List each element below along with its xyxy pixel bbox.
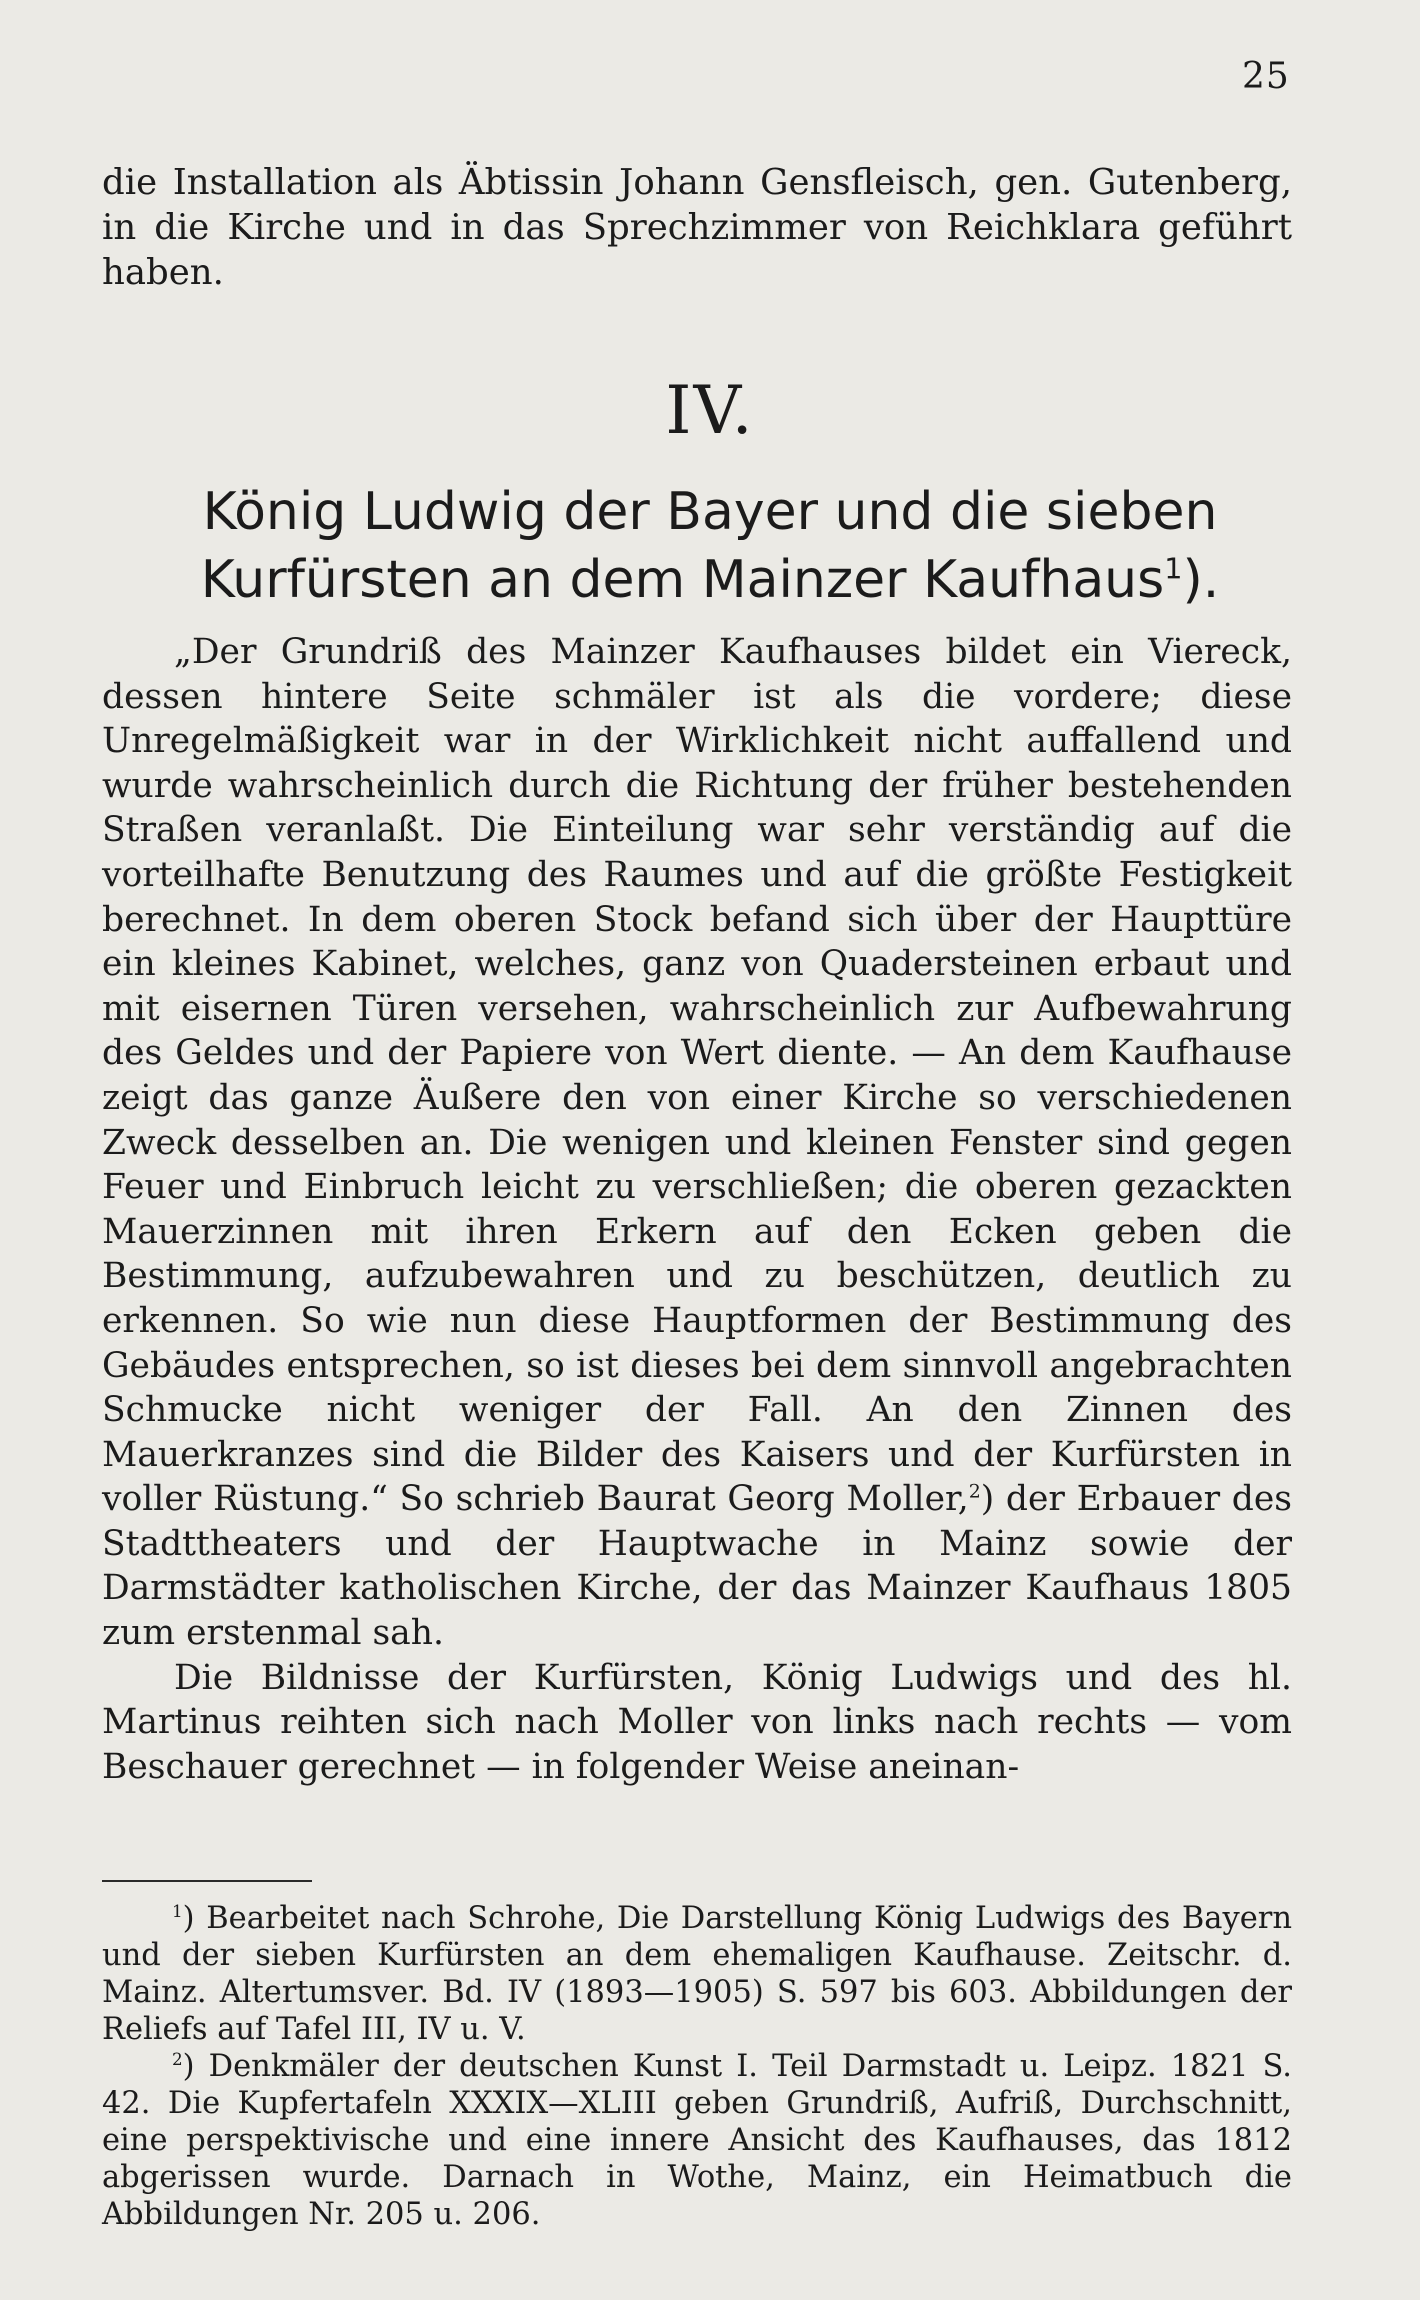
body-footnote-mark: 2 [968, 1480, 981, 1503]
body-paragraph-1-part2: ) der Erbauer des Stadttheaters und der Hauptwache in Mainz sowie der Darmstädter katholischen Kirche, der das Mainzer Kaufhaus 1805 zum erstenmal sah. [102, 1479, 1292, 1654]
footnote-1-mark: 1 [172, 1900, 183, 1921]
footnote-2-text: ) Denkmäler der deutschen Kunst I. Teil Darmstadt u. Leipz. 1821 S. 42. Die Kupfertafeln XXXIX—XLIII geben Grundriß, Aufriß, Durchschnitt, eine perspektivische und eine innere Ansicht des Kaufhauses, das 1812 abgerissen wurde. Darnach in Wothe, Mainz, ein Heimatbuch die Abbildungen Nr. 205 u. 206. [102, 2049, 1292, 2232]
chapter-title-footnote-mark: 1 [1164, 551, 1183, 586]
main-text [102, 630, 1292, 1789]
body-paragraph-1 [102, 630, 1292, 1656]
page-number: 25 [1242, 56, 1290, 97]
footnote-1-text: ) Bearbeitet nach Schrohe, Die Darstellung König Ludwigs des Bayern und der sieben Kurfürsten an dem ehemaligen Kaufhause. Zeitschr. d. Mainz. Altertumsver. Bd. IV (1893—1905) S. 597 bis 603. Abbildungen der Reliefs auf Tafel III, IV u. V. [102, 1901, 1292, 2047]
intro-paragraph: die Installation als Äbtissin Johann Gensfleisch, gen. Gutenberg, in die Kirche und in das Sprechzimmer von Reichklara geführt haben. [102, 162, 1292, 293]
chapter-number: IV. [665, 372, 755, 449]
footnote-2-mark: 2 [172, 2048, 183, 2069]
chapter-title [0, 478, 1420, 614]
chapter-title-line1: König Ludwig der Bayer und die sieben [202, 482, 1218, 542]
body-paragraph-1-part1: „Der Grundriß des Mainzer Kaufhauses bildet ein Viereck, dessen hintere Seite schmäler ist als die vordere; diese Unregelmäßigkeit war in der Wirklichkeit nicht auffallend und wurde wahrscheinlich durch die Richtung der früher bestehenden Straßen veranlaßt. Die Einteilung war sehr verständig auf die vorteilhafte Benutzung des Raumes und auf die größte Festigkeit berechnet. In dem oberen Stock befand sich über der Haupttüre ein kleines Kabinet, welches, ganz von Quadersteinen erbaut und mit eisernen Türen versehen, wahrscheinlich zur Aufbewahrung des Geldes und der Papiere von Wert diente. — An dem Kaufhause zeigt das ganze Äußere den von einer Kirche so verschiedenen Zweck desselben an. Die wenigen und kleinen Fenster sind gegen Feuer und Einbruch leicht zu verschließen; die oberen gezackten Mauerzinnen mit ihren Erkern auf den Ecken geben die Bestimmung, aufzubewahren und zu beschützen, deutlich zu erkennen. So wie nun diese Hauptformen der Bestimmung des Gebäudes entsprechen, so ist dieses bei dem sinnvoll angebrachten Schmucke nicht weniger der Fall. An den Zinnen des Mauerkranzes sind die Bilder des Kaisers und der Kurfürsten in voller Rüstung.“ So schrieb Baurat Georg Moller, [102, 632, 1292, 1520]
footnote-2 [102, 2048, 1292, 2233]
footnotes [102, 1900, 1292, 2233]
body-paragraph-2: Die Bildnisse der Kurfürsten, König Ludwigs und des hl. Martinus reihten sich nach Moller von links nach rechts — vom Beschauer gerechnet — in folgender Weise aneinan- [102, 1657, 1292, 1787]
footnote-divider [102, 1880, 312, 1882]
chapter-title-closing: ). [1182, 550, 1220, 610]
chapter-title-line2: Kurfürsten an dem Mainzer Kaufhaus [200, 550, 1165, 610]
footnote-1 [102, 1900, 1292, 2048]
